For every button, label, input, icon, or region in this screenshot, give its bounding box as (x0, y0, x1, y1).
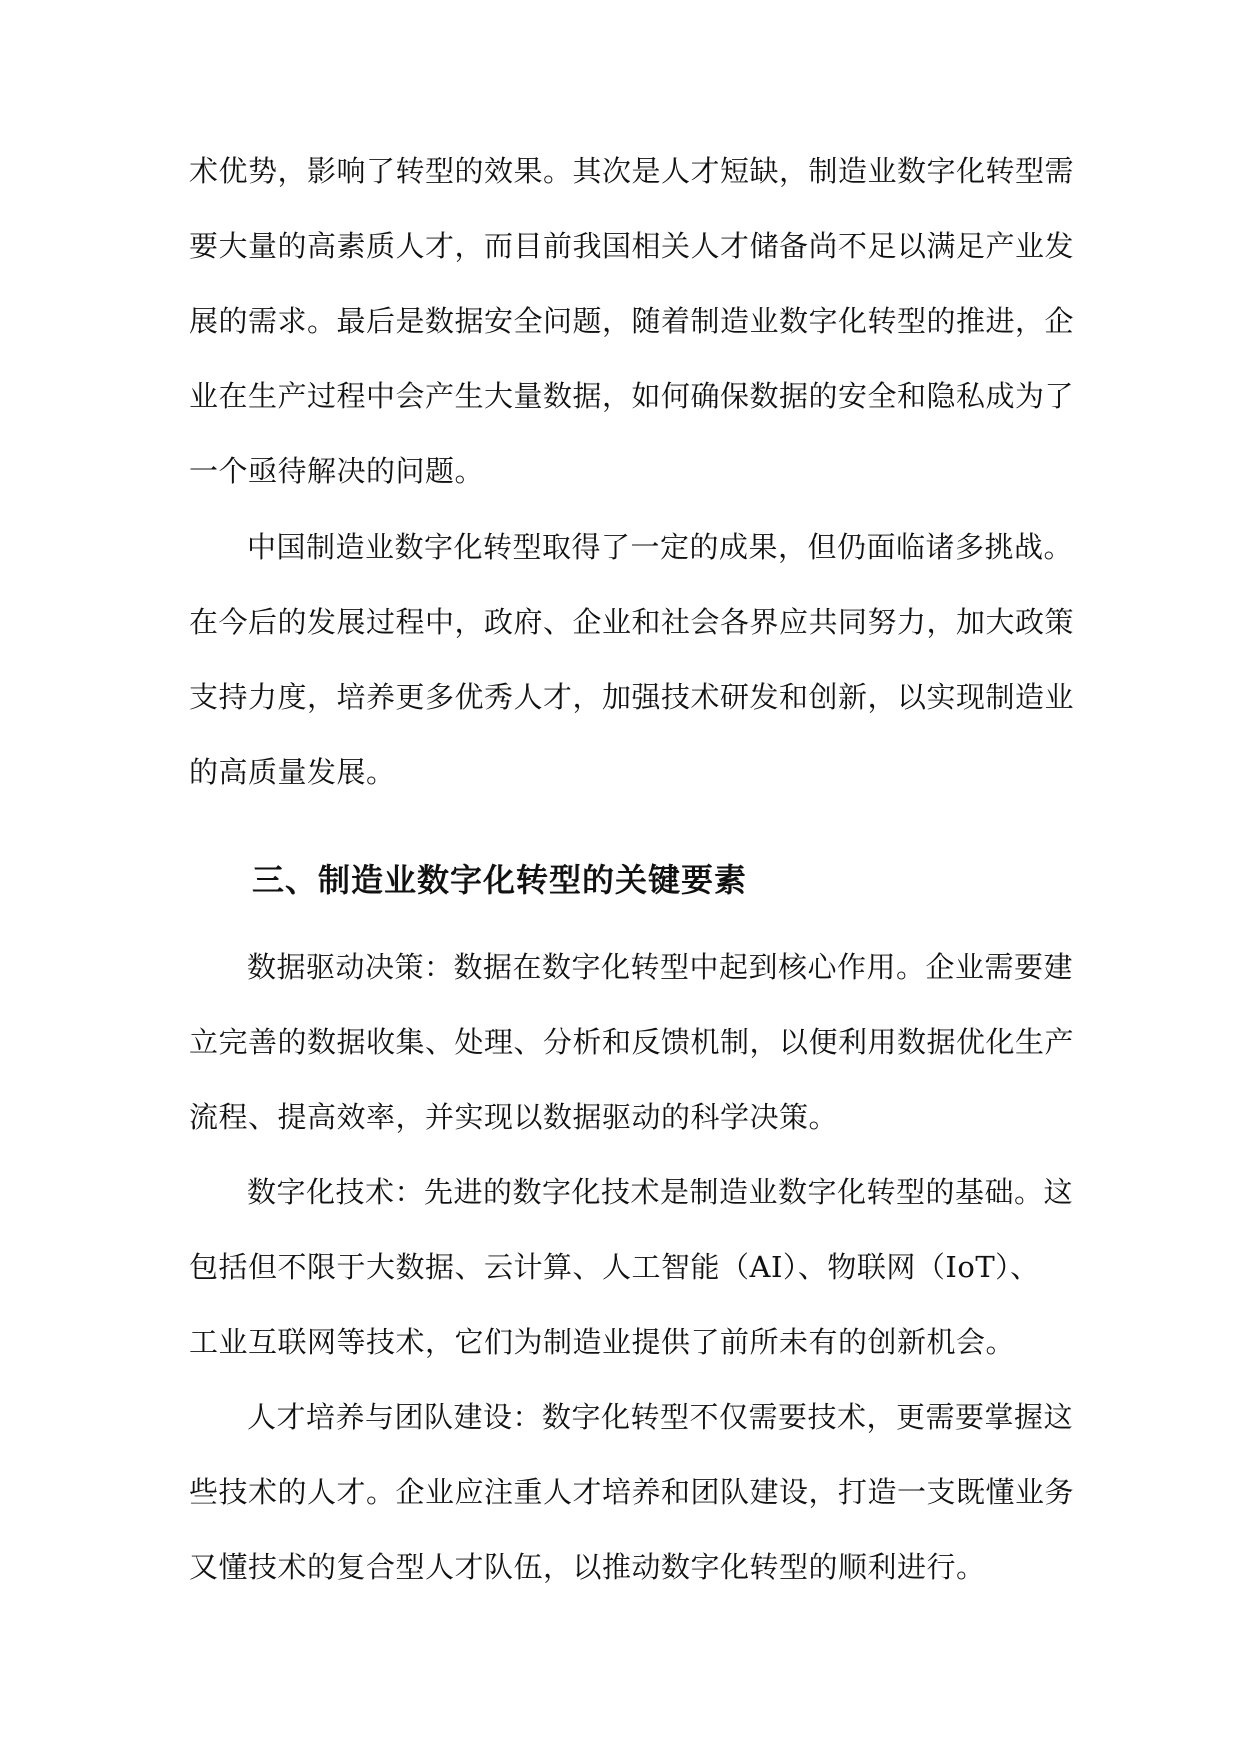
paragraph-line: 支持力度，培养更多优秀人才，加强技术研发和创新，以实现制造业 (189, 680, 1075, 714)
paragraph-line: 工业互联网等技术，它们为制造业提供了前所未有的创新机会。 (189, 1325, 1016, 1359)
paragraph-line: 的高质量发展。 (189, 755, 396, 789)
paragraph-line: 又懂技术的复合型人才队伍，以推动数字化转型的顺利进行。 (189, 1550, 986, 1584)
paragraph-line: 立完善的数据收集、处理、分析和反馈机制，以便利用数据优化生产 (189, 1025, 1075, 1059)
paragraph-line: 业在生产过程中会产生大量数据，如何确保数据的安全和隐私成为了 (189, 379, 1075, 413)
paragraph-line: 数据驱动决策：数据在数字化转型中起到核心作用。企业需要建 (247, 950, 1074, 984)
paragraph-line: 术优势，影响了转型的效果。其次是人才短缺，制造业数字化转型需 (189, 154, 1075, 188)
paragraph-line: 包括但不限于大数据、云计算、人工智能（AI）、物联网（IoT）、 (189, 1250, 1040, 1284)
paragraph-line: 人才培养与团队建设：数字化转型不仅需要技术，更需要掌握这 (247, 1400, 1074, 1434)
paragraph-line: 要大量的高素质人才，而目前我国相关人才储备尚不足以满足产业发 (189, 229, 1075, 263)
paragraph-line: 中国制造业数字化转型取得了一定的成果，但仍面临诸多挑战。 (247, 530, 1074, 564)
section-heading: 三、制造业数字化转型的关键要素 (252, 861, 748, 899)
paragraph-line: 些技术的人才。企业应注重人才培养和团队建设，打造一支既懂业务 (189, 1475, 1075, 1509)
paragraph-line: 展的需求。最后是数据安全问题，随着制造业数字化转型的推进，企 (189, 304, 1075, 338)
paragraph-line: 在今后的发展过程中，政府、企业和社会各界应共同努力，加大政策 (189, 605, 1075, 639)
paragraph-line: 一个亟待解决的问题。 (189, 454, 485, 488)
paragraph-line: 流程、提高效率，并实现以数据驱动的科学决策。 (189, 1100, 839, 1134)
paragraph-line: 数字化技术：先进的数字化技术是制造业数字化转型的基础。这 (247, 1175, 1074, 1209)
